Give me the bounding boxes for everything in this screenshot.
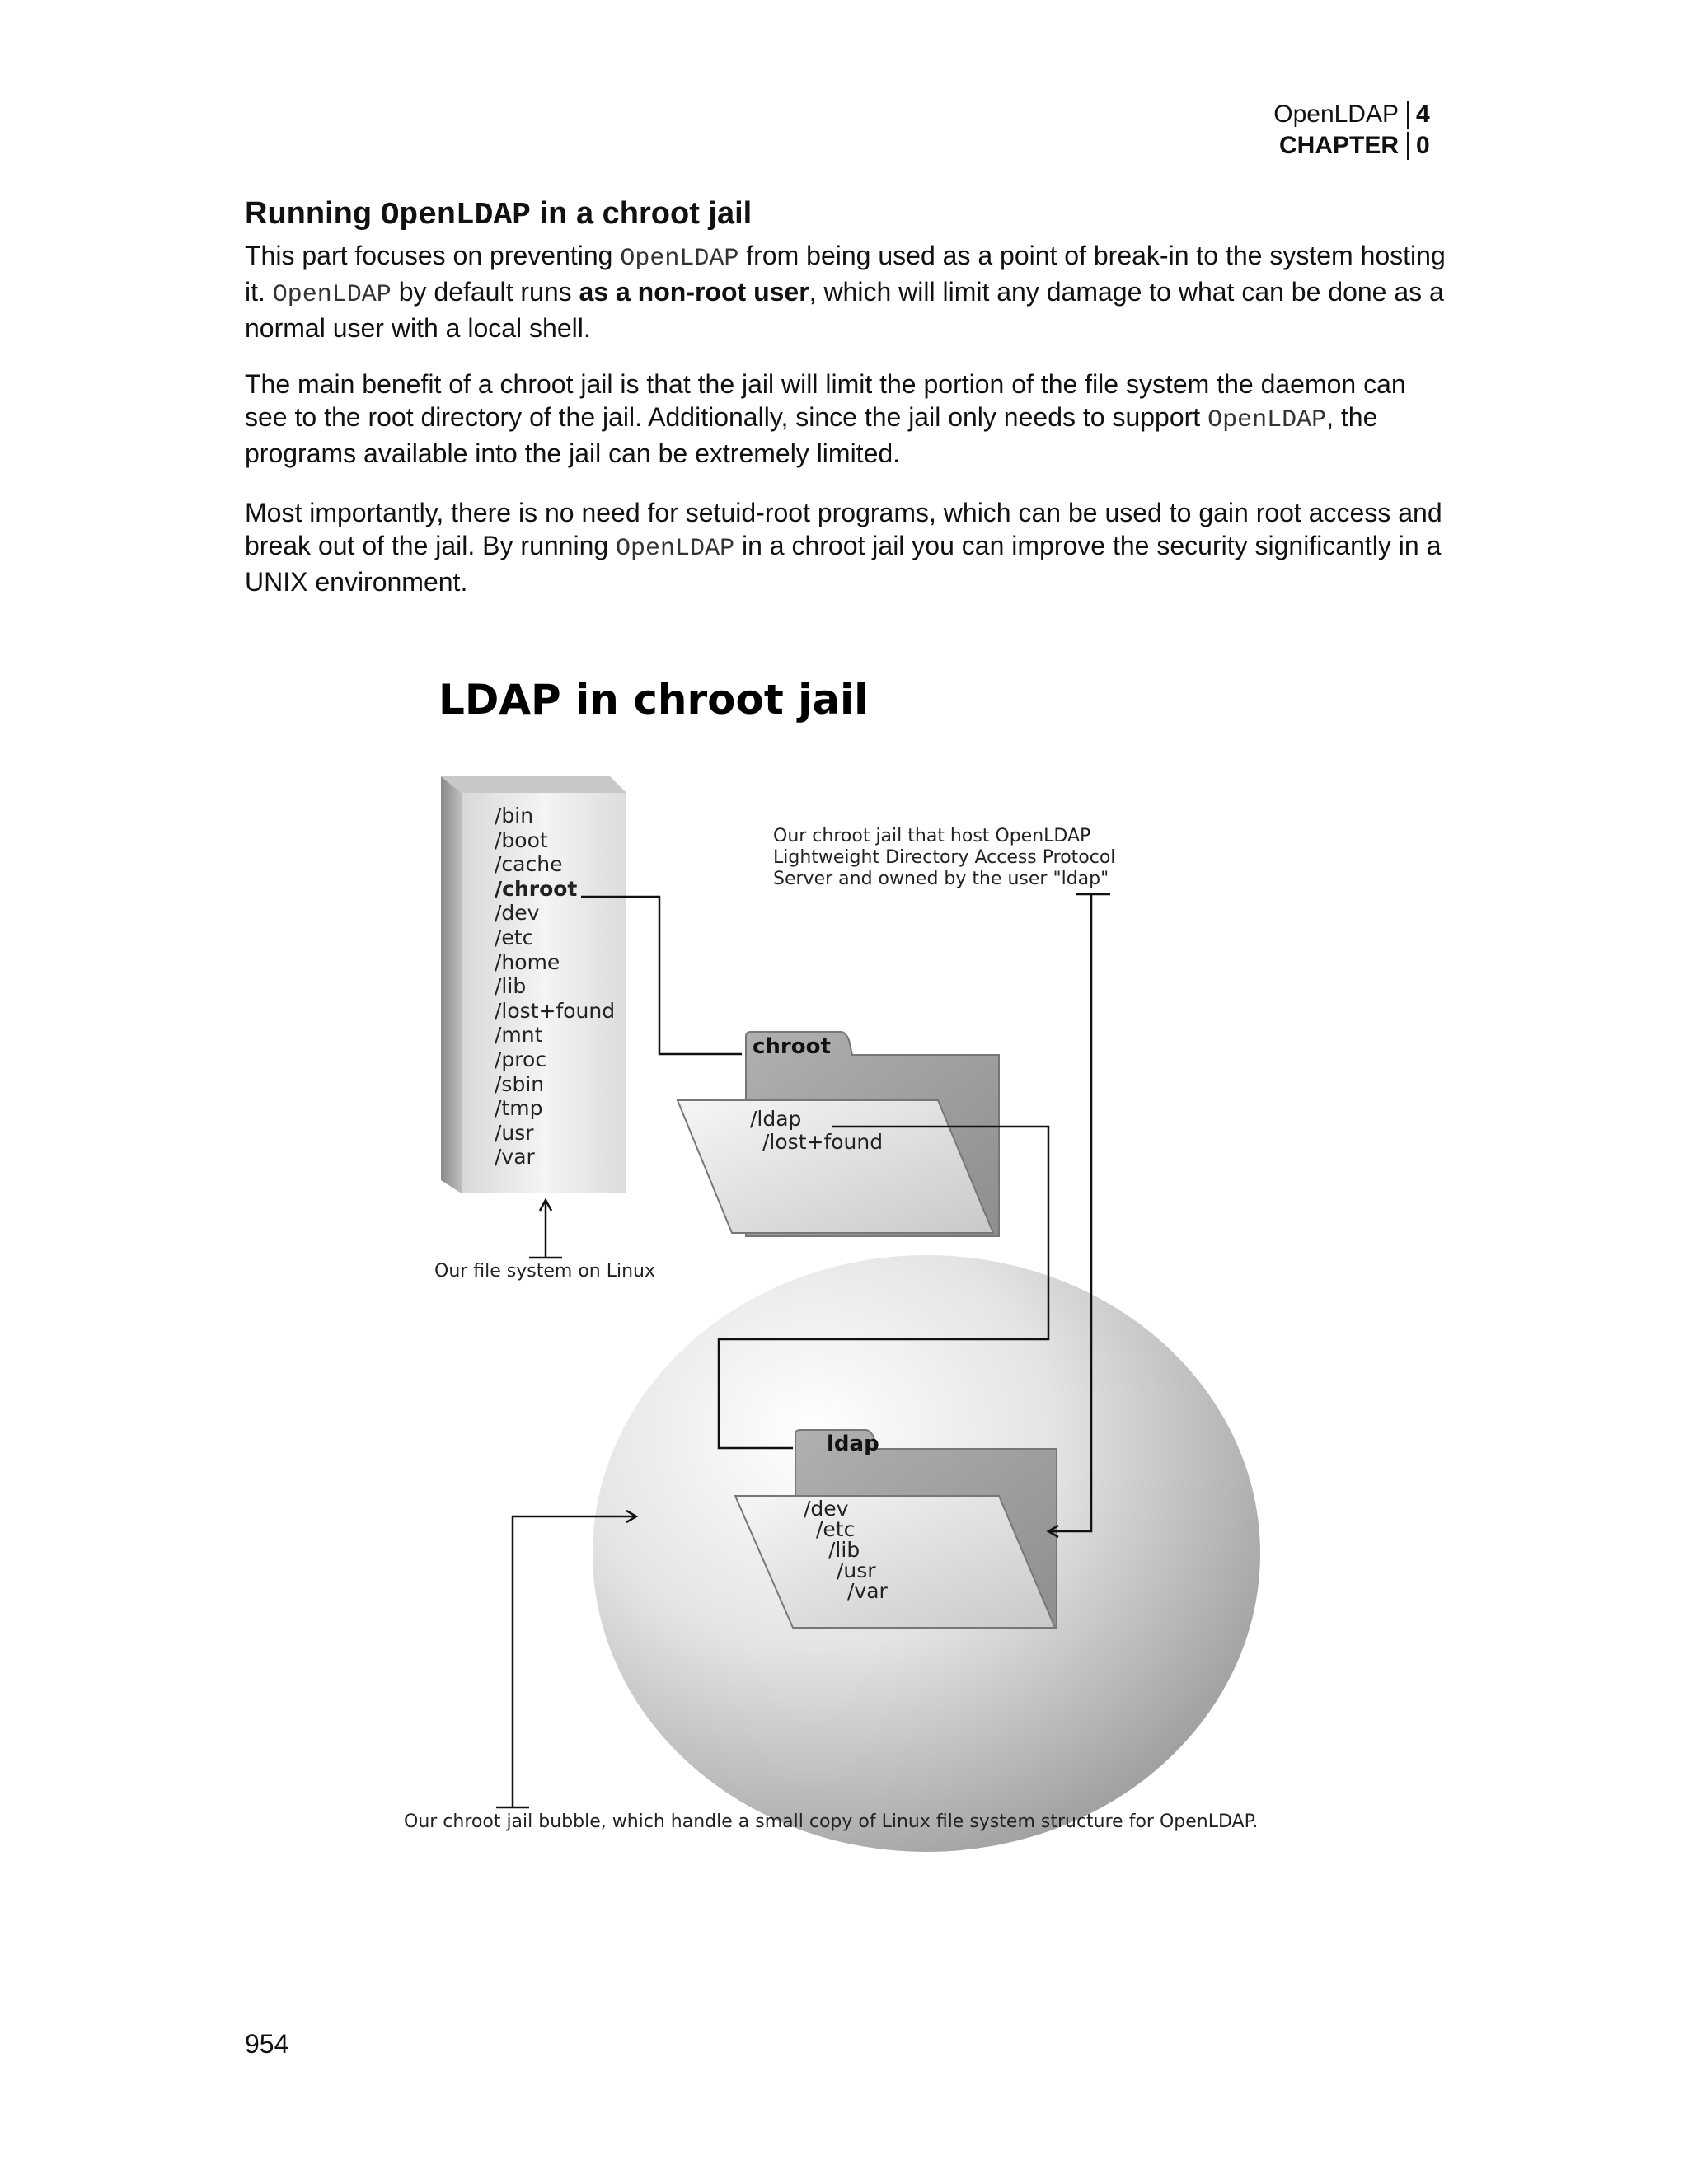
p3-text-a: Most importantly, there is no need for setuid-root programs, which can be used to gain root access and break out of the jail. By running bbox=[245, 498, 1442, 560]
section-title-post: in a chroot jail bbox=[531, 196, 753, 231]
jail-note bbox=[773, 826, 1115, 890]
chroot-folder-tab-label: chroot bbox=[753, 1034, 831, 1059]
page-number: 954 bbox=[245, 2029, 289, 2059]
fs-item-active: /chroot bbox=[495, 876, 578, 901]
ldap-folder-tab-label: ldap bbox=[827, 1432, 879, 1456]
header-chapter-digit-1: 4 bbox=[1407, 101, 1432, 129]
fs-item: /tmp bbox=[495, 1096, 543, 1121]
p1-text-b: from being used as a point of break-in to the system hosting it. bbox=[245, 241, 1446, 307]
chroot-folder-item: /ldap bbox=[750, 1107, 802, 1131]
ldap-folder-item: /var bbox=[847, 1579, 888, 1603]
fs-item: /usr bbox=[495, 1120, 534, 1145]
filesystem-note: Our file system on Linux bbox=[434, 1261, 655, 1282]
p3-code-1: OpenLDAP bbox=[616, 535, 735, 563]
p1-code-1: OpenLDAP bbox=[620, 245, 739, 273]
fs-item: /proc bbox=[495, 1047, 547, 1071]
p1-code-2: OpenLDAP bbox=[272, 281, 392, 309]
p1-text-c: by default runs bbox=[391, 277, 579, 307]
jail-note-line: Our chroot jail that host OpenLDAP bbox=[773, 826, 1091, 846]
header-chapter-digit-2: 0 bbox=[1407, 132, 1432, 160]
chroot-folder-item: /lost+found bbox=[762, 1130, 884, 1154]
figure-title: LDAP in chroot jail bbox=[438, 676, 869, 724]
ldap-folder-item: /lib bbox=[828, 1538, 860, 1562]
p1-bold: as a non-root user bbox=[579, 277, 809, 307]
fs-item: /mnt bbox=[495, 1023, 543, 1047]
ldap-folder-item: /dev bbox=[804, 1497, 849, 1521]
p2-text-b: , the programs available into the jail can be extremely limited. bbox=[245, 402, 1378, 468]
fs-item: /bin bbox=[495, 804, 534, 827]
section-title-pre: Running bbox=[245, 196, 381, 231]
fs-item: /lib bbox=[495, 974, 527, 999]
ldap-folder-item: /etc bbox=[816, 1517, 856, 1541]
jail-note-line: Server and owned by the user "ldap" bbox=[773, 869, 1109, 889]
fs-item: /lost+found bbox=[495, 998, 616, 1023]
p2-text-a: The main benefit of a chroot jail is that the jail will limit the portion of the file system the daemon can see to the root directory of the jail. Additionally, since the jail only needs to support bbox=[245, 369, 1406, 432]
fs-item: /home bbox=[495, 949, 560, 974]
p1-text-d: , which will limit any damage to what can be done as a normal user with a local shell. bbox=[245, 277, 1444, 343]
p1-text-a: This part focuses on preventing bbox=[245, 241, 621, 270]
ldap-folder-item: /usr bbox=[837, 1558, 876, 1582]
fs-item: /dev bbox=[495, 901, 540, 926]
header-chapter-label: CHAPTER bbox=[1278, 132, 1399, 159]
jail-note-line: Lightweight Directory Access Protocol bbox=[773, 847, 1116, 868]
fs-item: /cache bbox=[495, 852, 563, 877]
p3-text-b: in a chroot jail you can improve the security significantly in a UNIX environment. bbox=[245, 531, 1442, 597]
section-title-code: OpenLDAP bbox=[380, 198, 532, 233]
filesystem-list bbox=[495, 804, 615, 1169]
bubble-note: Our chroot jail bubble, which handle a small copy of Linux file system structure for OpenLDAP. bbox=[404, 1811, 1259, 1832]
fs-item: /sbin bbox=[495, 1071, 545, 1096]
fs-item: /etc bbox=[495, 925, 534, 949]
p2-code-1: OpenLDAP bbox=[1207, 406, 1327, 434]
fs-item: /boot bbox=[495, 827, 548, 852]
fs-item: /var bbox=[495, 1145, 535, 1169]
header-book-title: OpenLDAP bbox=[1273, 101, 1399, 128]
